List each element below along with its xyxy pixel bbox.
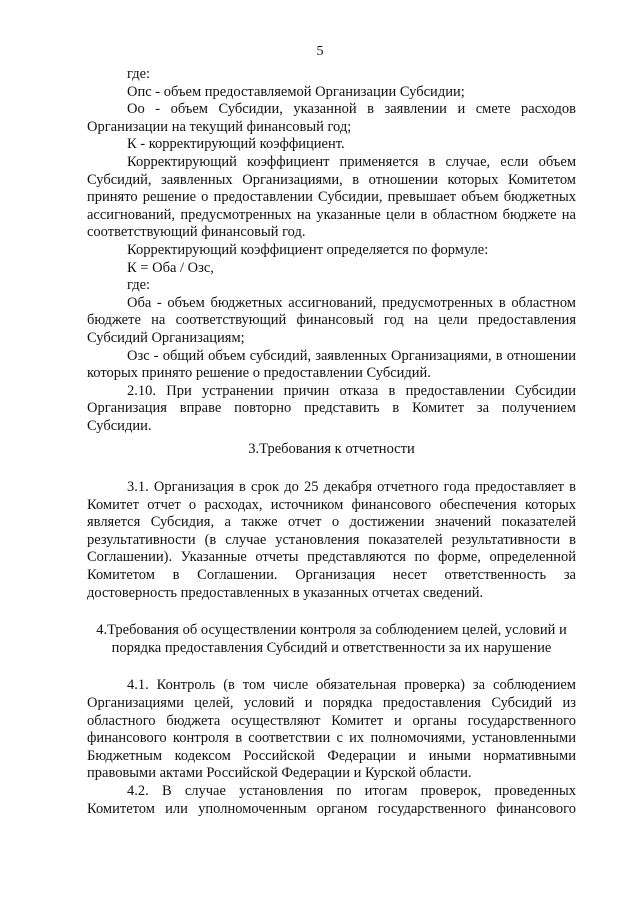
paragraph-ozs-definition: Озс - общий объем субсидий, заявленных Организациями, в отношении которых принято решение о предоставлении Субсидий. <box>87 347 576 382</box>
paragraph-2-10: 2.10. При устранении причин отказа в предоставлении Субсидии Организация вправе повторно представить в Комитет за получением Субсидии. <box>87 382 576 434</box>
paragraph-ops-definition: Опс - объем предоставляемой Организации Субсидии; <box>127 83 465 100</box>
document-body <box>87 66 576 818</box>
paragraph-4-1: 4.1. Контроль (в том числе обязательная проверка) за соблюдением Организациями целей, условий и порядка предоставления Субсидий из областного бюджета осуществляют Комитет и органы государственного финансового контроля в соответствии с их полномочиями, установленными Бюджетным кодексом Российской Федерации и иными нормативными правовыми актами Российской Федерации и Курской области. <box>87 677 576 782</box>
paragraph-where-2: где: <box>127 277 151 294</box>
paragraph-4-2: 4.2. В случае установления по итогам проверок, проведенных Комитетом или уполномоченным органом государственного финансового <box>87 782 576 817</box>
paragraph-coefficient-formula-intro: Корректирующий коэффициент определяется по формуле: <box>127 241 489 258</box>
paragraph-oba-definition: Оба - объем бюджетных ассигнований, предусмотренных в областном бюджете на соответствующий финансовый год на цели предоставления Субсидий Организациям; <box>87 294 576 346</box>
section-heading-3: 3.Требования к отчетности <box>248 441 415 458</box>
page-number: 5 <box>316 44 324 59</box>
section-heading-4: 4.Требования об осуществлении контроля за соблюдением целей, условий и порядка предоставления Субсидий и ответственности за их нарушение <box>96 622 567 656</box>
paragraph-k-definition: К - корректирующий коэффициент. <box>127 136 345 153</box>
paragraph-3-1: 3.1. Организация в срок до 25 декабря отчетного года предоставляет в Комитет отчет о расходах, источником финансового обеспечения которых является Субсидия, а также отчет о достижении значений показателей результативности (в случае установления показателей результативности в Соглашении). Указанные отчеты представляются по форме, определенной Комитетом в Соглашении. Организация несет ответственность за достоверность предоставленных в указанных отчетах сведений. <box>87 479 576 601</box>
paragraph-coefficient-usage: Корректирующий коэффициент применяется в случае, если объем Субсидий, заявленных Организациями, в отношении которых Комитетом принято решение о предоставлении Субсидии, превышает объем бюджетных ассигнований, предусмотренных на указанные цели в областном бюджете на соответствующий финансовый год. <box>87 153 576 241</box>
formula: К = Оба / Озс, <box>127 259 214 276</box>
paragraph-where: где: <box>127 66 151 82</box>
paragraph-oo-definition: Оо - объем Субсидии, указанной в заявлении и смете расходов Организации на текущий финансовый год; <box>87 101 576 135</box>
